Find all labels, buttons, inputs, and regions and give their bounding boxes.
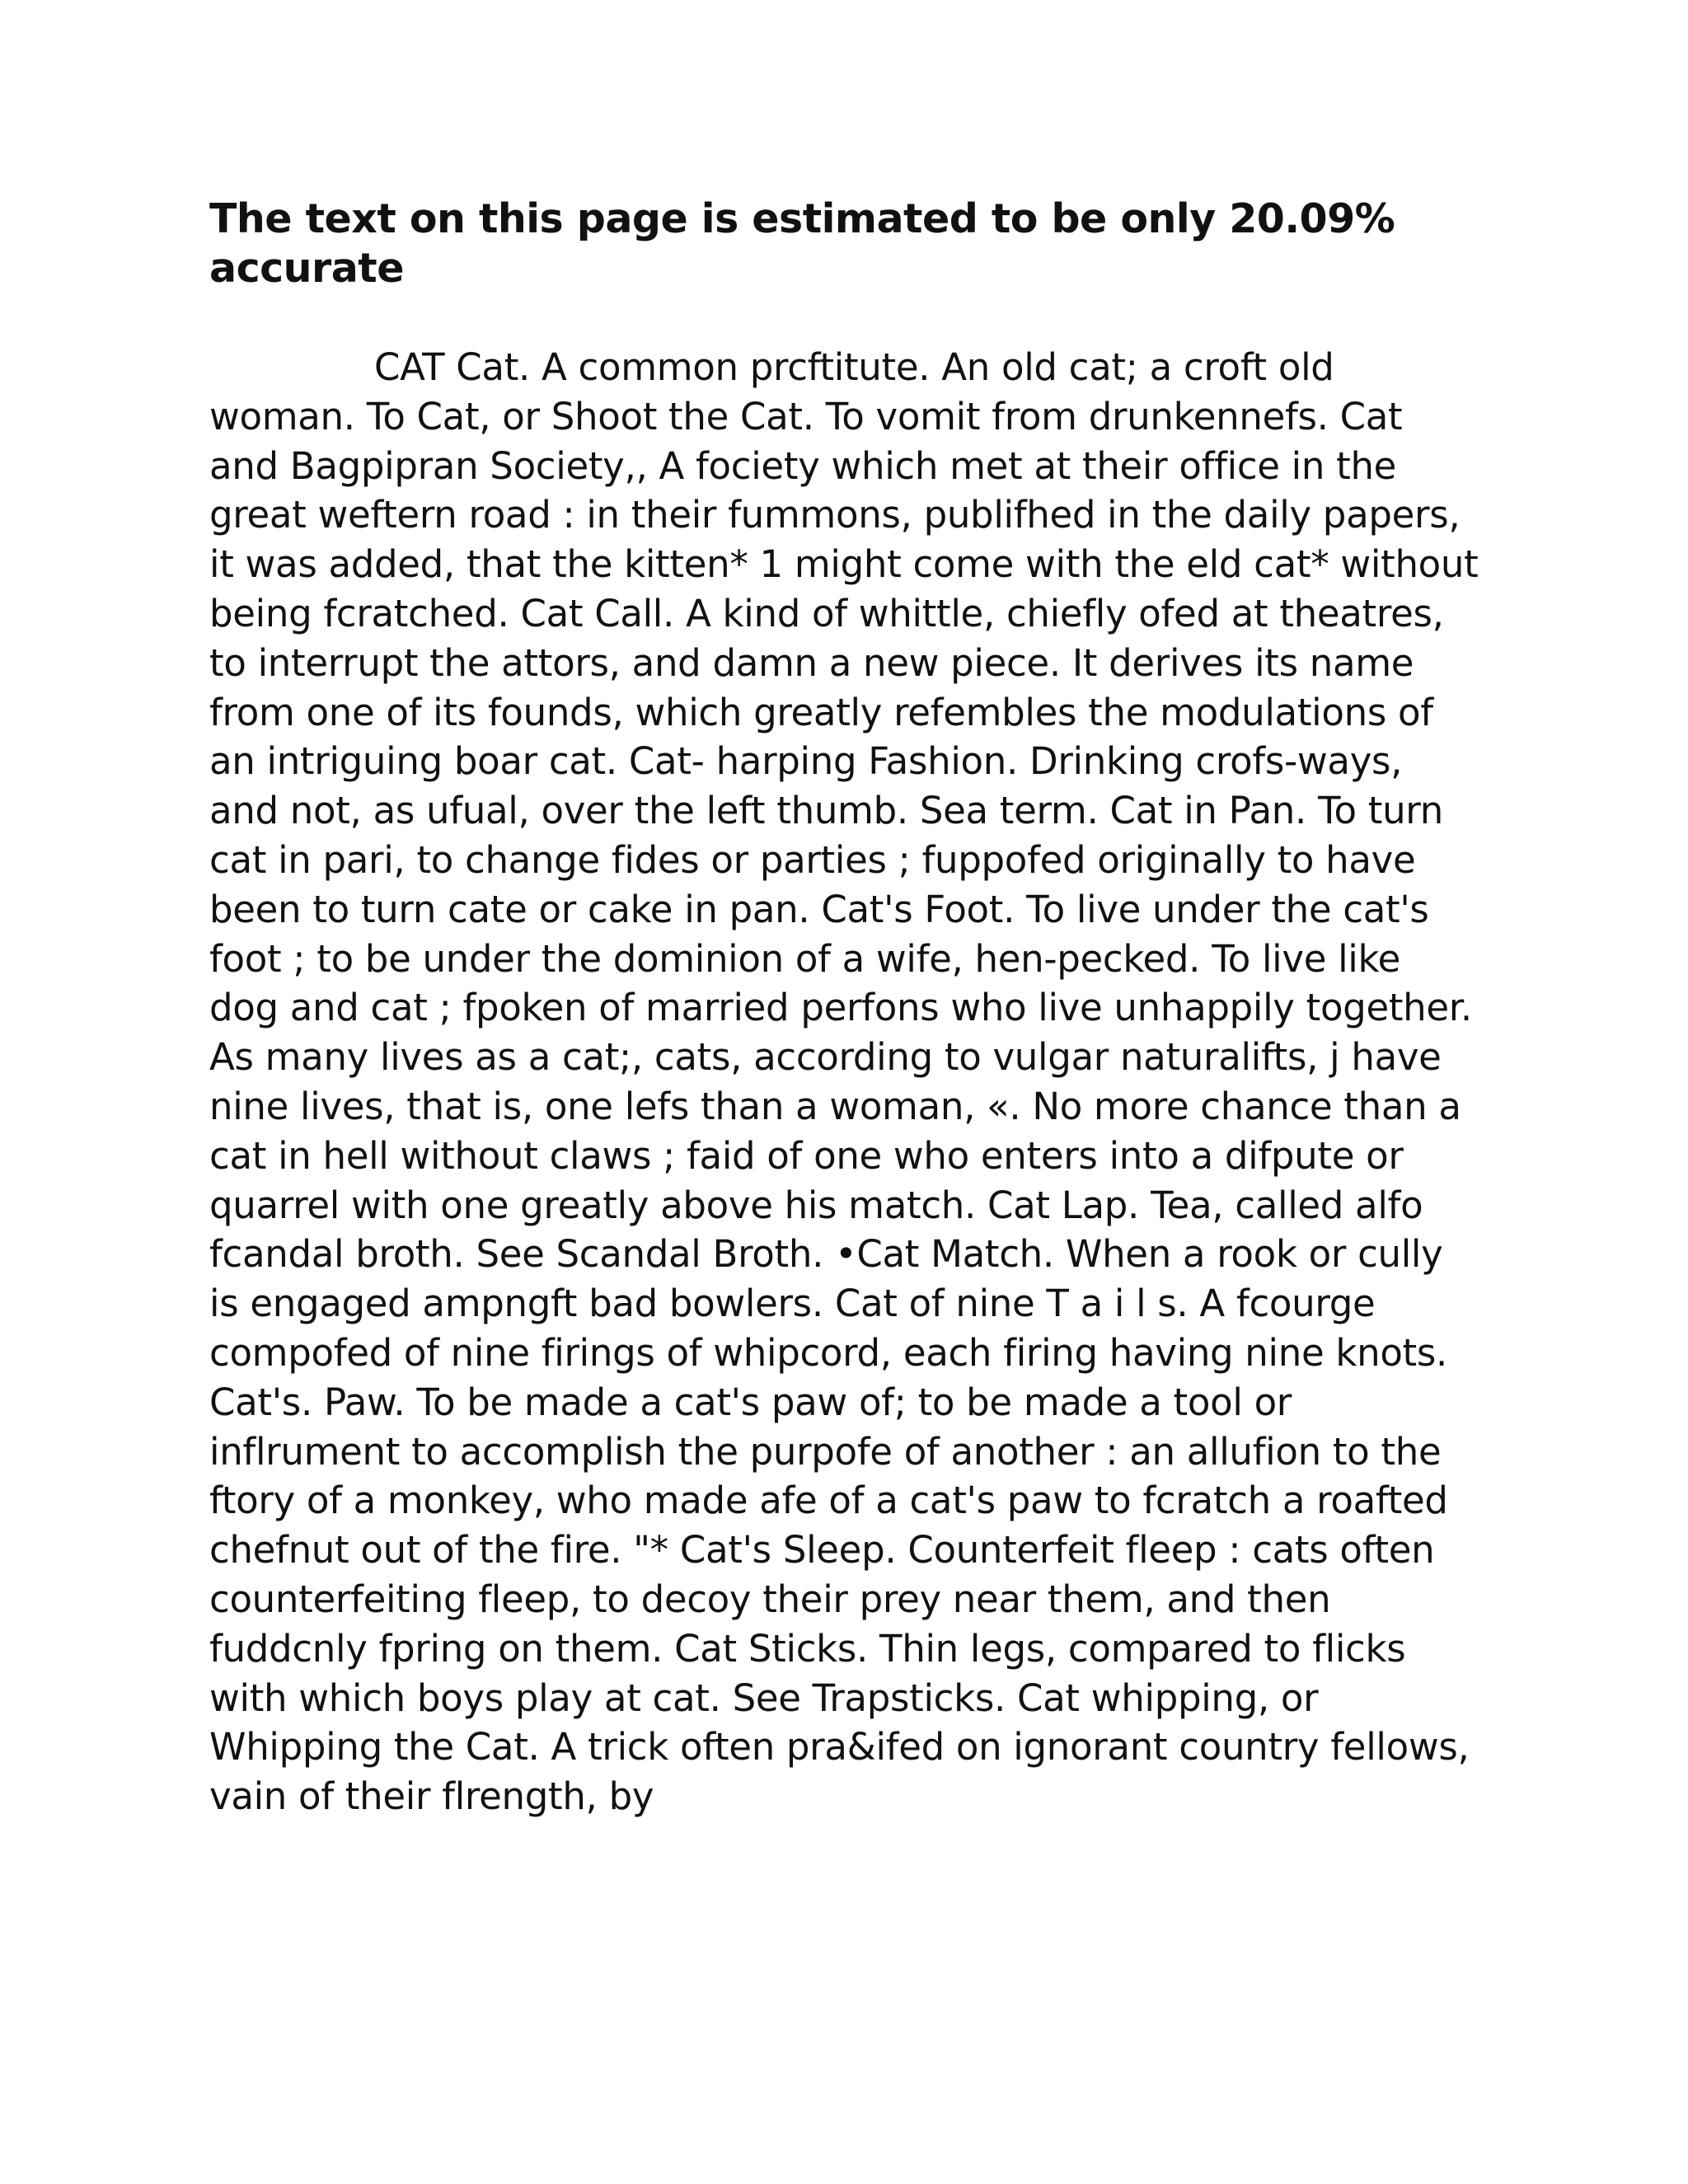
document-page: [209, 194, 1479, 1821]
accuracy-heading: The text on this page is estimated to be only 20.09% accurate: [209, 195, 1395, 292]
body-paragraph: CAT Cat. A common prcftitute. An old cat; a croft old woman. To Cat, or Shoot the Cat. To vomit from drunkennefs. Cat and Bagpipran Society,, A fociety which met at their office in the great weftern road : in their fummons, publifhed in the daily papers, it was added, that the kitten* 1 might come with the eld cat* without being fcratched. Cat Call. A kind of whittle, chiefly ofed at theatres, to interrupt the attors, and damn a new piece. It derives its name from one of its founds, which greatly refembles the modulations of an intriguing boar cat. Cat- harping Fashion. Drinking crofs-ways, and not, as ufual, over the left thumb. Sea term. Cat in Pan. To turn cat in pari, to change fides or parties ; fuppofed originally to have been to turn cate or cake in pan. Cat's Foot. To live under the cat's foot ; to be under the dominion of a wife, hen-pecked. To live like dog and cat ; fpoken of married perfons who live unhappily together. As many lives as a cat;, cats, according to vulgar naturalifts, j have nine lives, that is, one lefs than a woman, «. No more chance than a cat in hell without claws ; faid of one who enters into a difpute or quarrel with one greatly above his match. Cat Lap. Tea, called alfo fcandal broth. See Scandal Broth. •Cat Match. When a rook or cully is engaged ampngft bad bowlers. Cat of nine T a i l s. A fcourge compofed of nine firings of whipcord, each firing having nine knots. Cat's. Paw. To be made a cat's paw of; to be made a tool or inflrument to accomplish the purpofe of another : an allufion to the ftory of a monkey, who made afe of a cat's paw to fcratch a roafted chefnut out of the fire. "* Cat's Sleep. Counterfeit fleep : cats often counterfeiting fleep, to decoy their prey near them, and then fuddcnly fpring on them. Cat Sticks. Thin legs, compared to flicks with which boys play at cat. See Trapsticks. Cat whipping, or Whipping the Cat. A trick often pra&ifed on ignorant country fellows, vain of their flrength, by: [209, 345, 1479, 1819]
